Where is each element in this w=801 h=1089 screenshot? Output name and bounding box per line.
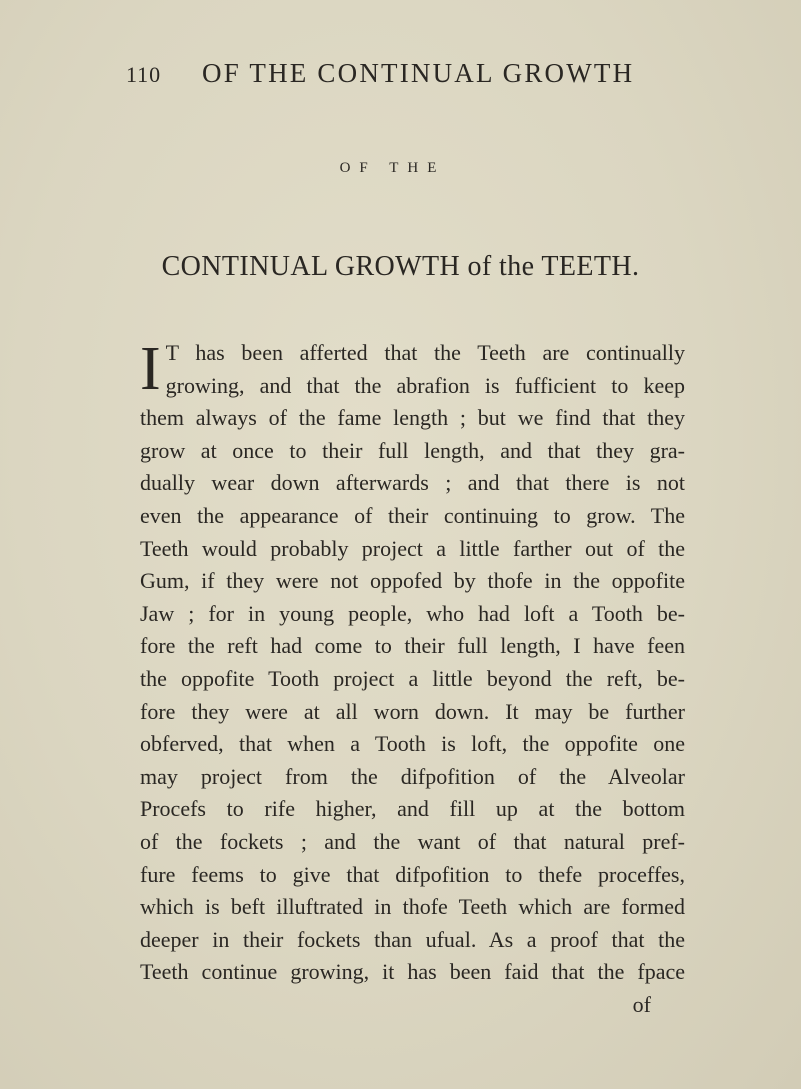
body-text <box>140 337 685 1021</box>
text-line: of the fockets ; and the want of that natural pref- <box>140 828 685 854</box>
drop-cap: I <box>140 337 161 403</box>
text-line: deeper in their fockets than ufual. As a proof that the <box>140 926 685 952</box>
opening-lines <box>140 337 685 402</box>
text-line: obferved, that when a Tooth is loft, the oppofite one <box>140 731 685 757</box>
text-line: growing, and that the abrafion is fufficient to keep <box>165 372 685 398</box>
text-line: Gum, if they were not oppofed by thofe in the oppofite <box>140 568 685 594</box>
text-line: may project from the difpofition of the Alveolar <box>140 763 685 789</box>
running-head-title: OF THE CONTINUAL GROWTH <box>202 58 635 88</box>
text-line: Jaw ; for in young people, who had loft a Tooth be- <box>140 600 685 626</box>
text-line: even the appearance of their continuing to grow. The <box>140 502 685 528</box>
page-number: 110 <box>126 62 162 87</box>
running-head <box>118 58 718 98</box>
catchword: of <box>632 991 651 1017</box>
text-line: Teeth continue growing, it has been faid that the fpace <box>140 959 685 985</box>
text-line: grow at once to their full length, and that they gra- <box>140 437 685 463</box>
text-line: fure feems to give that difpofition to thefe proceffes, <box>140 861 685 887</box>
text-line: dually wear down afterwards ; and that there is not <box>140 470 685 496</box>
section-kicker: OF THE <box>339 160 446 176</box>
text-line: Teeth would probably project a little farther out of the <box>140 535 685 561</box>
text-line: Procefs to rife higher, and fill up at the bottom <box>140 796 685 822</box>
text-line: fore they were at all worn down. It may be further <box>140 698 685 724</box>
chapter-title: CONTINUAL GROWTH of the TEETH. <box>161 251 640 282</box>
text-line: the oppofite Tooth project a little beyond the reft, be- <box>140 665 685 691</box>
text-line: them always of the fame length ; but we find that they <box>140 405 685 431</box>
text-line: which is beft illuftrated in thofe Teeth which are formed <box>140 894 685 920</box>
text-line: T has been afferted that the Teeth are continually <box>165 340 685 365</box>
text-line: fore the reft had come to their full length, I have feen <box>140 633 685 659</box>
